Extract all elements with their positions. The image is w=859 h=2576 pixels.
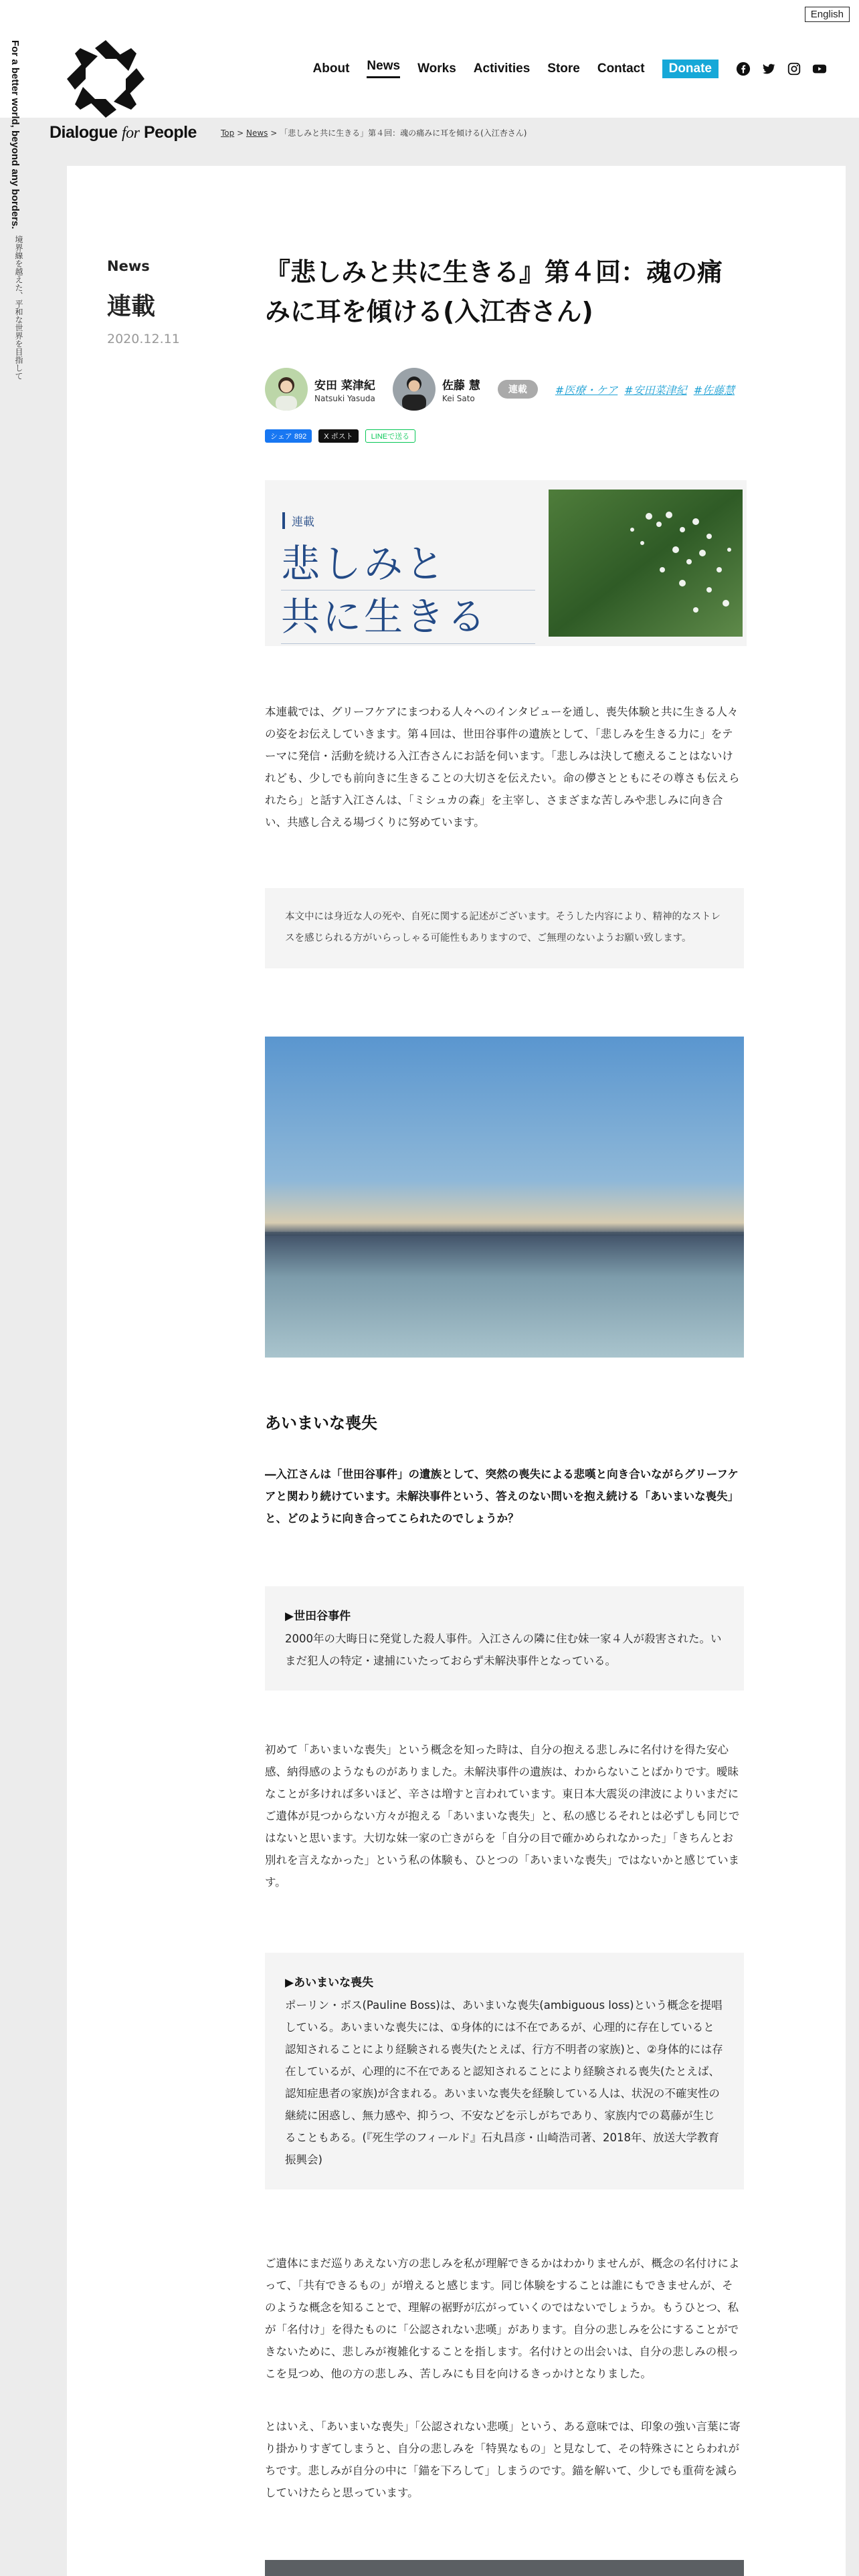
- nav-contact[interactable]: Contact: [597, 61, 645, 76]
- nav-about[interactable]: About: [312, 61, 350, 76]
- x-post-button[interactable]: X ポスト: [318, 429, 358, 443]
- vertical-slogan-jp: 境界線を越えた、平和な世界を目指して: [14, 235, 23, 380]
- breadcrumb-separator: >: [237, 128, 244, 138]
- article-paragraph: ご遺体にまだ巡りあえない方の悲しみを私が理解できるかはわかりませんが、概念の名付けによって、「共有できるもの」が増えると感じます。同じ体験をすることは誰にもできませんが、そのような概念を知ることで、理解の裾野が広がっていくのではないでしょうか。もうひとつ、私が「名付け」を得たものに「公認されない悲嘆」があります。自分の悲しみを公にすることができないために、悲しみが複雑化することを指します。名付けとの出会いは、自分の悲しみの根っこを見つめ、他の方の悲しみ、苦しみにも目を向けるきっかけとなりました。: [265, 2257, 740, 2380]
- article-intro: 本連載では、グリーフケアにまつわる人々へのインタビューを通し、喪失体験と共に生きる人々の姿をお伝えしていきます。第４回は、世田谷事件の遺族として、「悲しみを生きる力に」をテーマに発信・活動を続ける入江杏さんにお話を伺います。「悲しみは決して癒えることはないけれども、少しでも前向きに生きることの大切さを伝えたい。命の儚さとともにその尊さも伝えられたら」と話す入江さんは、「ミシュカの森」を主宰し、さまざまな苦しみや悲しみに向き合い、共感し合える場づくりに努めています。: [265, 706, 740, 829]
- main-nav: [313, 59, 827, 78]
- breadcrumb-news[interactable]: News: [246, 128, 268, 138]
- banner-title-line1: 悲しみと: [281, 538, 535, 591]
- logo-icon[interactable]: [67, 40, 145, 118]
- author-name-en: Natsuki Yasuda: [314, 393, 375, 403]
- author-sato[interactable]: [393, 368, 480, 411]
- article-series: 連載: [107, 293, 156, 320]
- definition-box: [265, 1953, 744, 2189]
- logo-text-people: People: [139, 123, 197, 142]
- banner-title-line2: 共に生きる: [281, 591, 535, 643]
- logo-wordmark[interactable]: [50, 123, 197, 142]
- series-tag[interactable]: 連載: [498, 380, 538, 399]
- language-switch-button[interactable]: English: [805, 7, 850, 22]
- breadcrumb-current: 「悲しみと共に生きる」第４回：魂の痛みに耳を傾ける(入江杏さん): [280, 128, 527, 138]
- line-share-button[interactable]: LINEで送る: [365, 429, 415, 443]
- social-links: [736, 62, 827, 76]
- flower-photo: [549, 490, 743, 637]
- vertical-slogan: For a better world, beyond any borders.: [9, 40, 21, 229]
- sea-photo: [265, 1037, 744, 1358]
- interview-question: ―入江さんは「世田谷事件」の遺族として、突然の喪失による悲嘆と向き合いながらグリーフケアと関わり続けています。未解決事件という、答えのない問いを抱え続ける「あいまいな喪失」と、どのように向き合ってこられたのでしょうか？: [265, 1468, 739, 1525]
- banner-title: [281, 538, 535, 644]
- article-paragraph: とはいえ、「あいまいな喪失」「公認されない悲嘆」という、ある意味では、印象の強い言葉に寄り掛かりすぎてしまうと、自分の悲しみを「特異なもの」と見なして、その特殊さにとらわれがちです。悲しみが自分の中に「錨を下ろして」しまうのです。錨を解いて、少しでも重荷を減らしていけたらと思っています。: [265, 2420, 741, 2499]
- definition-box: [265, 1586, 744, 1691]
- avatar: [393, 368, 436, 411]
- article-card: [67, 166, 846, 2576]
- article-title: 『悲しみと共に生きる』第４回：魂の痛みに耳を傾ける(入江杏さん): [265, 257, 723, 326]
- twitter-icon[interactable]: [761, 62, 776, 76]
- hashtag-list: [555, 382, 735, 397]
- author-name-jp: 安田 菜津紀: [314, 379, 375, 393]
- nav-news[interactable]: News: [367, 59, 400, 78]
- breadcrumb-top[interactable]: Top: [221, 128, 235, 138]
- breadcrumb-separator: >: [270, 128, 278, 138]
- hashtag-link[interactable]: #安田菜津紀: [624, 383, 687, 397]
- content-warning: 本文中には身近な人の死や、自死に関する記述がございます。そうした内容により、精神的なストレスを感じられる方がいらっしゃる可能性もありますので、ご無理のないようお願い致します。: [265, 888, 744, 968]
- donate-button[interactable]: Donate: [662, 60, 719, 78]
- logo-text-for: for: [122, 124, 140, 142]
- hashtag-link[interactable]: #佐藤慧: [693, 383, 735, 397]
- banner-label: 連載: [282, 512, 314, 529]
- article-paragraph: 初めて「あいまいな喪失」という概念を知った時は、自分の抱える悲しみに名付けを得た安心感、納得感のようなものがありました。未解決事件の遺族は、わからないことばかりです。曖昧なことが多ければ多いほど、辛さは増すと言われています。東日本大震災の津波によりいまだにご遺体が見つからない方々が抱える「あいまいな喪失」と、私の感じるそれとは必ずしも同じではないと思います。大切な妹一家の亡きがらを「自分の目で確かめられなかった」「きちんとお別れを言えなかった」という私の体験も、ひとつの「あいまいな喪失」ではないかと感じています。: [265, 1743, 740, 1889]
- avatar: [265, 368, 308, 411]
- definition-body: ポーリン・ボス(Pauline Boss)は、あいまいな喪失(ambiguous loss)という概念を提唱している。あいまいな喪失には、①身体的には不在であるが、心理的に存在していると認知されることにより経験される喪失(たとえば、行方不明者の家族)と、②身体的には存在しているが、心理的に不在であると認知されることにより経験される喪失(たとえば、認知症患者の家族)が含まれる。あいまいな喪失を経験している人は、状況の不確実性の継続に困惑し、無力感や、抑うつ、不安などを示しがちであり、家族内での葛藤が生じることもある。(『死生学のフィールド』石丸昌彦・山崎浩司著、2018年、放送大学教育振興会): [285, 1999, 723, 2166]
- definition-heading: ▶世田谷事件: [285, 1610, 351, 1623]
- article-meta: [265, 368, 735, 411]
- nav-works[interactable]: Works: [417, 61, 456, 76]
- nav-activities[interactable]: Activities: [473, 61, 531, 76]
- section-heading: あいまいな喪失: [265, 1414, 377, 1432]
- next-photo: [265, 2560, 744, 2576]
- article-date: 2020.12.11: [107, 332, 180, 346]
- breadcrumb: [221, 127, 527, 138]
- instagram-icon[interactable]: [787, 62, 801, 76]
- facebook-share-button[interactable]: シェア 892: [265, 429, 312, 443]
- series-banner: [265, 480, 747, 646]
- share-buttons: [265, 429, 415, 443]
- definition-heading: ▶あいまいな喪失: [285, 1976, 374, 1990]
- author-name-en: Kei Sato: [442, 393, 475, 403]
- author-yasuda[interactable]: [265, 368, 375, 411]
- article-category: News: [107, 258, 150, 274]
- definition-body: 2000年の大晦日に発覚した殺人事件。入江さんの隣に住む妹一家４人が殺害された。いまだ犯人の特定・逮捕にいたっておらず未解決事件となっている。: [285, 1632, 722, 1667]
- author-name-jp: 佐藤 慧: [442, 379, 480, 393]
- facebook-icon[interactable]: [736, 62, 751, 76]
- youtube-icon[interactable]: [812, 62, 827, 76]
- hashtag-link[interactable]: #医療・ケア: [555, 383, 618, 397]
- nav-store[interactable]: Store: [547, 61, 580, 76]
- logo-text-dialogue: Dialogue: [50, 123, 122, 142]
